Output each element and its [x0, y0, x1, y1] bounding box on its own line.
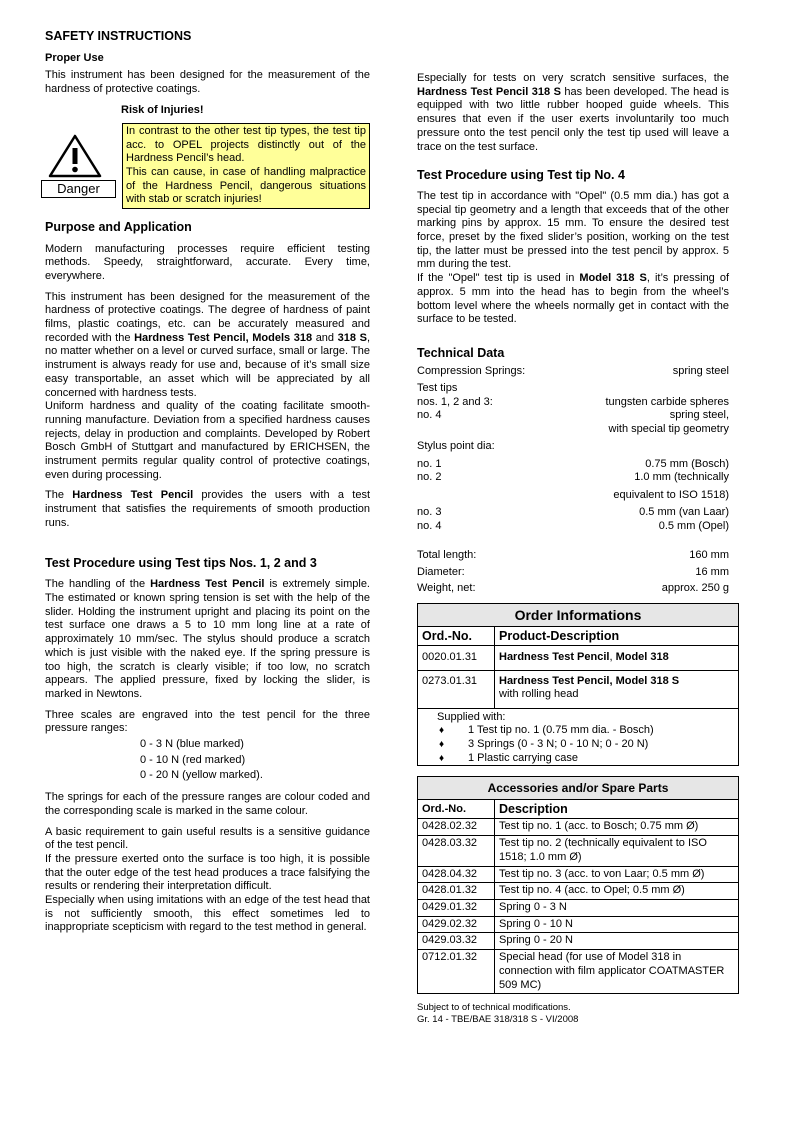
purpose-p1: Modern manufacturing processes require efficient testing methods. Speedy, straightforward, accurate. Every time, everywhere. [45, 242, 370, 282]
procedure123-p5: If the pressure exerted onto the surface is too high, it is possible that the outer edge of the test head produces a trace falsifying the results or rendering their interpretation difficult. [45, 852, 370, 893]
accessories-title: Accessories and/or Spare Parts [418, 777, 739, 800]
procedure123-p3: The springs for each of the pressure ranges are colour coded and the corresponding scale is marked in the same colour. [45, 791, 370, 817]
procedure4-p1: The test tip in accordance with "Opel" (0.5 mm dia.) has got a special tip geometry and a length that exceeds that of the other marking pins by approx. 15 mm. To ensure the desired test force, preset by the fixed slider’s position, working on the test tip, the latter must be pressed into the test pencil by approx. 5 mm during the test. [417, 189, 729, 271]
warning-line: In contrast to the other test tip types, the test tip acc. to OPEL projects distinctly out of the Hardness Pencil’s head. [126, 124, 366, 165]
accessories-table [417, 776, 739, 994]
table-row: 0428.01.32 Test tip no. 4 (acc. to Opel; 0.5 mm Ø) [418, 883, 739, 900]
technical-data: Compression Springs: spring steel Test tips nos. 1, 2 and 3: tungsten carbide spheres no. 4 spring steel, with special tip geometry Stylus point dia: no. 1 0.75 mm (Bosch) no. 2 1.0 mm (technically equivalent to ISO 1518) no. 3 0.5 mm (van Laar) no. 4 0.5 mm (Opel) Total length: 160 mm Diameter: 16 mm Weight, net: approx. 250 g [417, 364, 729, 595]
left-column [45, 30, 370, 942]
table-row: 0429.03.32 Spring 0 - 20 N [418, 933, 739, 950]
order-table [417, 603, 739, 767]
diamond-bullet-icon: ♦ [439, 752, 445, 764]
list-item: ♦ 1 Plastic carrying case [439, 751, 579, 764]
scale-item: 0 - 20 N (yellow marked). [140, 769, 263, 782]
intro-318s: Especially for tests on very scratch sensitive surfaces, the Hardness Test Pencil 318 S has been developed. The head is equipped with two little rubber hooped guide wheels. This ensures that even if the user exerts involuntarily too much pressure onto the test pencil only the test tip used will leave a trace on the test surface. [417, 72, 729, 153]
table-row: 0429.01.32 Spring 0 - 3 N [418, 899, 739, 916]
procedure123-p1: The handling of the Hardness Test Pencil is extremely simple. The estimated or known spring tension is set with the help of the slider. Holding the instrument upright and placing its point on the test surface one draws a 5 to 10 mm long line at a rate of approximately 10 mm/sec. The stylus should produce a scratch which is just visible with the naked eye. If the spring pressure is too high, the scratch is clearly visible; if too low, no scratch appears. The applied pressure, fixed by locking the slider, is marked in Newtons. [45, 578, 370, 700]
table-row: 0428.04.32 Test tip no. 3 (acc. to von Laar; 0.5 mm Ø) [418, 866, 739, 883]
footer: Subject to of technical modifications. Gr. 14 - TBE/BAE 318/318 S - VI/2008 [417, 1002, 579, 1026]
scales-list [140, 738, 370, 783]
procedure123-heading: Test Procedure using Test tips Nos. 1, 2 and 3 [45, 555, 317, 570]
list-item: ♦ 3 Springs (0 - 3 N; 0 - 10 N; 0 - 20 N) [439, 738, 649, 751]
accessories-col-no: Ord.-No. [418, 800, 495, 819]
purpose-p2: This instrument has been designed for the measurement of the hardness of protective coatings. The degree of hardness of paint films, plastic coatings, etc. can be accurately measured and recorded with the Hardness Test Pencil, Models 318 and 318 S, no matter whether on a level or curved surface, small or large. The instrument is always ready for use and, because of it’s small size easy transportable, an asset which will be appreciated by all concerned with hardness tests. [45, 290, 370, 399]
diamond-bullet-icon: ♦ [439, 739, 445, 751]
supplied-row: Supplied with: ♦ 1 Test tip no. 1 (0.75 mm dia. - Bosch) ♦ 3 Springs (0 - 3 N; 0 - 10 N; 0 - 20 N) ♦ 1 Plastic carrying case [418, 708, 739, 766]
tech-heading: Technical Data [417, 345, 505, 360]
table-row: 0429.02.32 Spring 0 - 10 N [418, 916, 739, 933]
safety-title: SAFETY INSTRUCTIONS [45, 29, 192, 43]
table-row: 0020.01.31 Hardness Test Pencil, Model 318 [418, 645, 739, 670]
table-row: 0428.02.32 Test tip no. 1 (acc. to Bosch; 0.75 mm Ø) [418, 819, 739, 836]
table-row: 0712.01.32 Special head (for use of Model 318 in connection with film applicator COATMASTER 509 MC) [418, 950, 739, 994]
proper-use-heading: Proper Use [45, 51, 104, 64]
diamond-bullet-icon: ♦ [439, 725, 445, 737]
risk-section [45, 104, 370, 211]
warning-line: This can cause, in case of handling malpractice of the Hardness Pencil, dangerous situations with stab or scratch injuries! [126, 165, 366, 206]
warning-triangle-icon [45, 134, 113, 178]
proper-use-text: This instrument has been designed for the measurement of the hardness of protective coatings. [45, 69, 370, 96]
risk-heading: Risk of Injuries! [121, 103, 204, 116]
list-item: ♦ 1 Test tip no. 1 (0.75 mm dia. - Bosch) [439, 724, 654, 737]
right-column [417, 72, 729, 1026]
purpose-p3: The Hardness Test Pencil provides the users with a test instrument that satisfies the requirements of smooth production runs. [45, 489, 371, 529]
scale-item: 0 - 10 N (red marked) [140, 753, 246, 766]
accessories-col-desc: Description [495, 800, 739, 819]
warning-box [122, 123, 370, 209]
procedure123-p4: A basic requirement to gain useful results is a sensitive guidance of the test pencil. [45, 825, 370, 852]
order-col-no: Ord.-No. [418, 626, 495, 645]
procedure4-heading: Test Procedure using Test tip No. 4 [417, 168, 625, 183]
table-row: 0273.01.31 Hardness Test Pencil, Model 318 S with rolling head [418, 670, 739, 708]
table-row: 0428.03.32 Test tip no. 2 (technically equivalent to ISO 1518; 1.0 mm Ø) [418, 836, 739, 866]
order-col-desc: Product-Description [495, 626, 739, 645]
purpose-heading: Purpose and Application [45, 219, 192, 234]
order-title: Order Informations [418, 603, 739, 626]
scale-item: 0 - 3 N (blue marked) [140, 738, 244, 751]
procedure123-p6: Especially when using imitations with an edge of the test head that is not sufficiently smooth, this effect sometimes led to inappropriate scepticism with regard to the test method in general. [45, 894, 370, 934]
procedure4-p2: If the "Opel" test tip is used in Model 318 S, it’s pressing of approx. 5 mm into the head has to begin from the wheel’s bottom level where the wheels normally get in contact with the surface to be tested. [417, 272, 729, 326]
procedure123-p2: Three scales are engraved into the test pencil for the three pressure ranges: [45, 708, 370, 735]
danger-label: Danger [41, 180, 116, 198]
purpose-p2-cont: Uniform hardness and quality of the coating facilitate smooth-running manufacture. Deviation from a specified hardness causes rejects, delay in production and complaints. Developed by Robert Bosch GmbH of Stuttgart and manufactured by ERICHSEN, the instrument permits regular quality control of protective coatings, even during processing. [45, 400, 370, 481]
